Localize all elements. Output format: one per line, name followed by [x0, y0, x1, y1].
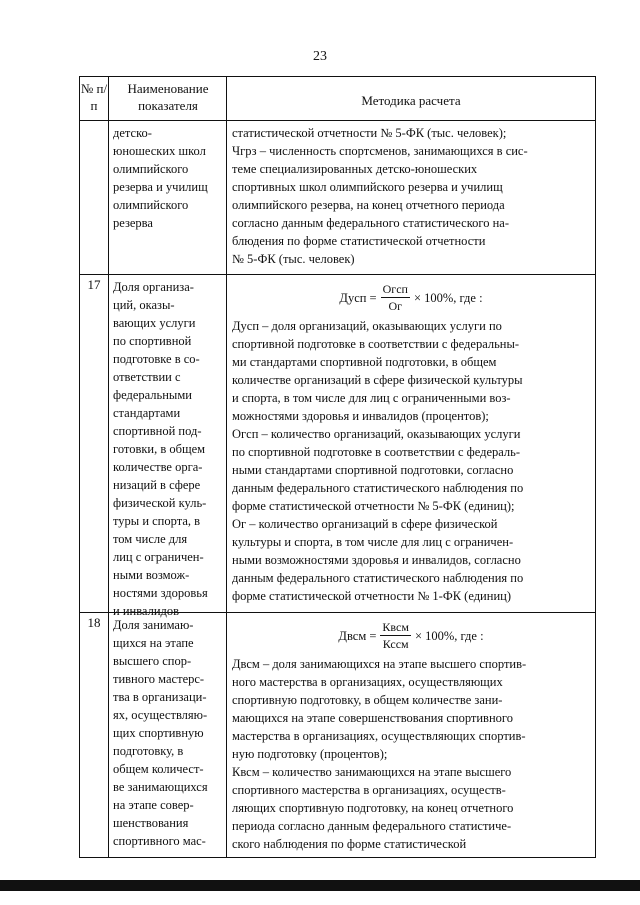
table-row: [80, 275, 595, 618]
formula: [232, 620, 590, 651]
name-line: детско-: [113, 126, 152, 140]
name-line: шенствования: [113, 816, 189, 830]
method-line: и спорта, в том числе для лиц с ограниченными воз-: [232, 391, 511, 405]
formula-fraction: [380, 620, 411, 651]
row-number: 17: [80, 275, 109, 612]
method-line: по спортивной подготовке в соответствии с федераль-: [232, 445, 521, 459]
name-line: ными возмож-: [113, 568, 190, 582]
indicator-name: [109, 275, 227, 618]
method-line: Двсм – доля занимающихся на этапе высшего спортив-: [232, 657, 527, 671]
formula-numerator: Огсп: [382, 282, 408, 296]
method-line: спортивных школ олимпийского резерва и училищ: [232, 180, 503, 194]
name-line: юношеских школ: [113, 144, 206, 158]
method-line: спортивной подготовке в соответствии с федеральны-: [232, 337, 520, 351]
method-line: данным федерального статистического наблюдения по: [232, 481, 524, 495]
method-line: данным федерального статистического наблюдения по: [232, 571, 524, 585]
name-line: вающих услуги: [113, 316, 196, 330]
row-number: [80, 121, 109, 274]
calculation-method: [227, 613, 595, 857]
table-row: [80, 613, 595, 857]
method-line: ными стандартами спортивной подготовки, согласно: [232, 463, 514, 477]
name-line: олимпийского: [113, 198, 189, 212]
indicator-name: [109, 613, 227, 857]
indicator-name: [109, 121, 227, 274]
method-line: ского наблюдения по форме статистической: [232, 837, 467, 851]
method-line: Чгрз – численность спортсменов, занимающихся в сис-: [232, 144, 528, 158]
formula-numerator: Квсм: [382, 620, 409, 634]
name-line: по спортивной: [113, 334, 192, 348]
name-line: ций, оказы-: [113, 298, 175, 312]
method-line: Ог – количество организаций в сфере физической: [232, 517, 498, 531]
method-line: форме статистической отчетности № 5-ФК (единиц);: [232, 499, 515, 513]
method-line: мастерства в организациях, осуществляющих спортив-: [232, 729, 526, 743]
name-line: туры и спорта, в: [113, 514, 201, 528]
header-calculation-method: Методика расчета: [361, 92, 461, 108]
calculation-method: [227, 121, 595, 274]
method-line: олимпийского резерва, на конец отчетного периода: [232, 198, 505, 212]
name-line: ве занимающихся: [113, 780, 208, 794]
table-header-row: [80, 77, 595, 121]
method-line: ными возможностями здоровья и инвалидов, согласно: [232, 553, 521, 567]
name-line: федеральными: [113, 388, 192, 402]
method-line: ляющих спортивную подготовку, на конец отчетного: [232, 801, 514, 815]
name-line: стандартами: [113, 406, 181, 420]
scan-edge-bar: [0, 880, 640, 891]
name-line: спортивного мас-: [113, 834, 206, 848]
name-line: щихся на этапе: [113, 636, 194, 650]
method-line: культуры и спорта, в том числе для лиц с ограничен-: [232, 535, 514, 549]
calculation-method: [227, 275, 595, 612]
name-line: ях, осуществляю-: [113, 708, 208, 722]
name-line: Доля организа-: [113, 280, 194, 294]
formula-lhs: Дусп =: [339, 290, 377, 305]
name-line: физической куль-: [113, 496, 207, 510]
name-line: подготовку, в: [113, 744, 184, 758]
name-line: щих спортивную: [113, 726, 204, 740]
formula-fraction: [381, 282, 410, 313]
page-number: 23: [313, 49, 327, 64]
name-line: низаций в сфере: [113, 478, 201, 492]
header-number: № п/п: [80, 77, 109, 120]
method-line: ную подготовку (процентов);: [232, 747, 388, 761]
formula: [232, 282, 590, 313]
formula-rhs: × 100%, где :: [413, 290, 483, 305]
method-line: спортивного мастерства в организациях, осуществ-: [232, 783, 506, 797]
name-line: тивного мастерс-: [113, 672, 205, 686]
method-line: блюдения по форме статистической отчетности: [232, 234, 486, 248]
formula-lhs: Двсм =: [338, 628, 377, 643]
name-line: и инвалидов: [113, 604, 180, 618]
name-line: на этапе совер-: [113, 798, 194, 812]
formula-denominator: Ог: [388, 299, 403, 313]
table-row: [80, 121, 595, 275]
name-line: лиц с ограничен-: [113, 550, 204, 564]
name-line: количестве орга-: [113, 460, 203, 474]
name-line: спортивной под-: [113, 424, 202, 438]
method-line: согласно данным федерального статистического на-: [232, 216, 509, 230]
method-line: количестве организаций в сфере физической культуры: [232, 373, 523, 387]
name-line: готовки, в общем: [113, 442, 206, 456]
method-line: Квсм – количество занимающихся на этапе высшего: [232, 765, 512, 779]
name-line: олимпийского: [113, 162, 189, 176]
name-line: резерва: [113, 216, 153, 230]
name-line: высшего спор-: [113, 654, 192, 668]
method-line: периода согласно данным федерального статистиче-: [232, 819, 512, 833]
method-line: № 5-ФК (тыс. человек): [232, 252, 355, 266]
method-line: можностями здоровья и инвалидов (процентов);: [232, 409, 489, 423]
name-line: ностями здоровья: [113, 586, 208, 600]
row-number: 18: [80, 613, 109, 857]
name-line: общем количест-: [113, 762, 204, 776]
header-indicator-name: Наименование показателя: [109, 77, 227, 120]
name-line: тва в организаци-: [113, 690, 207, 704]
formula-denominator: Кссм: [382, 637, 409, 651]
method-line: ного мастерства в организациях, осуществляющих: [232, 675, 503, 689]
method-line: мающихся на этапе совершенствования спортивного: [232, 711, 513, 725]
name-line: подготовке в со-: [113, 352, 200, 366]
name-line: ответствии с: [113, 370, 181, 384]
method-line: ми стандартами спортивной подготовки, в общем: [232, 355, 497, 369]
method-line: статистической отчетности № 5-ФК (тыс. человек);: [232, 126, 507, 140]
method-line: Огсп – количество организаций, оказывающих услуги: [232, 427, 521, 441]
method-line: теме специализированных детско-юношеских: [232, 162, 478, 176]
method-line: спортивную подготовку, в общем количестве зани-: [232, 693, 503, 707]
name-line: Доля занимаю-: [113, 618, 194, 632]
formula-rhs: × 100%, где :: [414, 628, 484, 643]
name-line: резерва и училищ: [113, 180, 208, 194]
name-line: том числе для: [113, 532, 188, 546]
method-line: форме статистической отчетности № 1-ФК (единиц): [232, 589, 511, 603]
method-line: Дусп – доля организаций, оказывающих услуги по: [232, 319, 502, 333]
methodology-table: [79, 76, 596, 858]
